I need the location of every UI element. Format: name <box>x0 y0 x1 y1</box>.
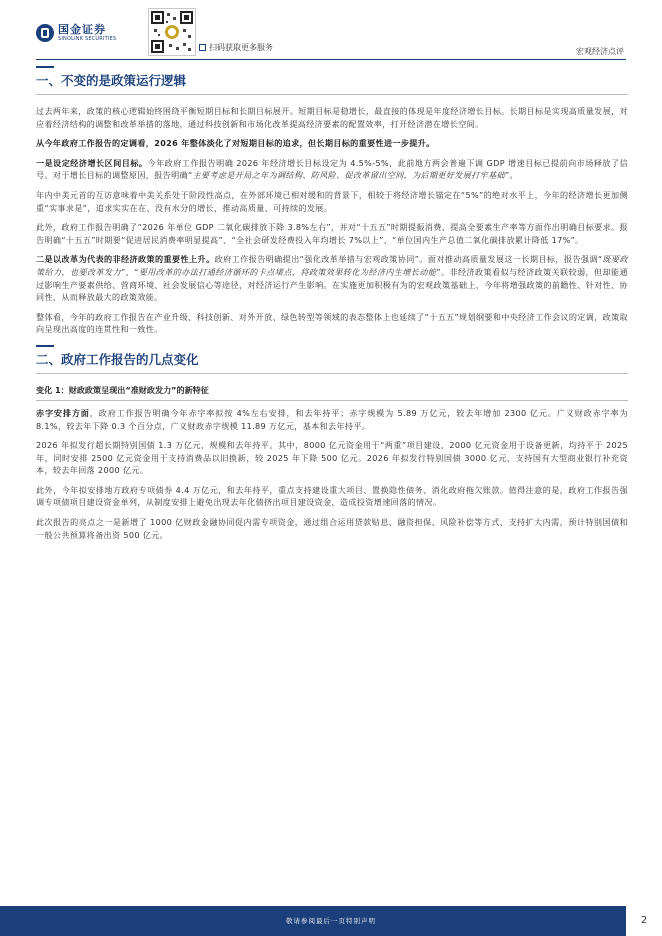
brand-logo <box>36 24 116 42</box>
paragraph: 一是设定经济增长区间目标。今年政府工作报告明确 2026 年经济增长目标设定为 4.5%-5%，此前地方两会普遍下调 GDP 增速目标已提前向市场释放了信号。对于增长目标的调整原因，报告明确“主要考虑是开局之年为调结构、防风险、促改革留出空间，为后期更好发展打牢基础”。 <box>36 157 628 181</box>
paragraph: 整体看，今年的政府工作报告在产业升级、科技创新、对外开放、绿色转型等领域的表态整体上也延续了“十五五”规划纲要和中央经济工作会议的定调，政策取向呈现出高度的连贯性和一致性。 <box>36 311 628 335</box>
scan-service-label <box>199 42 273 53</box>
disclaimer-note: 敬请参阅最后一页特别声明 <box>286 917 376 925</box>
section-heading-2-text: 二、政府工作报告的几点变化 <box>36 351 199 367</box>
report-type: 宏观经济点评 <box>576 47 624 56</box>
subsection-heading: 变化 1：财政政策呈现出“准财政发力”的新特征 <box>36 384 628 401</box>
section-heading-1 <box>36 72 628 95</box>
heading-accent <box>36 345 54 347</box>
logo-name-cn: 国金证券 <box>58 23 106 36</box>
header-divider <box>36 59 626 60</box>
page-footer <box>0 906 662 936</box>
logo-name-en: SINOLINK SECURITIES <box>58 36 117 42</box>
page-header <box>0 0 662 62</box>
qr-code-icon <box>148 8 196 56</box>
report-body <box>36 72 628 548</box>
section-heading-1-text: 一、不变的是政策运行逻辑 <box>36 73 187 88</box>
paragraph: 年内中美元首的互访意味着中美关系处于阶段性高点，在外部环境已相对缓和的背景下，相较于将经济增长锚定在“5%”的绝对水平上，今年的经济增长更加侧重“实事求是”，追求实实在在、没有水分的增长，推动高质量、可持续的发展。 <box>36 189 628 213</box>
scan-text: 扫码获取更多服务 <box>209 43 273 52</box>
paragraph: 二是以改革为代表的非经济政策的重要性上升。政府工作报告明确提出“强化改革举措与宏观政策协同”。面对推动高质量发展这一长期目标，报告强调“既要政策给力，也要改革发力”、“要用改革的办法打通经济循环的卡点堵点，将政策效果转化为经济内生增长动能”。非经济政策看似与经济政策关联较弱，但却能通过影响生产要素供给、营商环境、社会发展信心等途径，对经济运行产生影响。在实施更加积极有为的宏观政策基础上，今年将增强政策的前瞻性、针对性、协同性，从而释放最大的政策效能。 <box>36 254 628 303</box>
paragraph: 此外，今年拟安排地方政府专项债券 4.4 万亿元，和去年持平，重点支持建设重大项目、置换隐性债务、消化政府拖欠账款。值得注意的是，政府工作报告强调专项债项目建设资金单列，从制度安排上避免出现去年化债挤出项目建设资金，造成投资增速回落的情况。 <box>36 484 628 508</box>
paragraph-key-point: 从今年政府工作报告的定调看，2026 年整体淡化了对短期目标的追求，但长期目标的重要性进一步提升。 <box>36 138 435 149</box>
page-number: 2 <box>626 906 662 936</box>
heading-accent <box>36 66 54 68</box>
paragraph: 2026 年拟发行超长期特别国债 1.3 万亿元，规模和去年持平。其中，8000 亿元资金用于“两重”项目建设，2000 亿元资金用于设备更新，均持平于 2025 年，同时安排 2500 亿元资金用于支持消费品以旧换新，较 2025 年下降 500 亿元。2026 年拟发行特别国债 3000 亿元，支持国有大型商业银行补充资本，较去年回落 2000 亿元。 <box>36 440 628 476</box>
paragraph: 过去两年来，政策的核心逻辑始终围绕平衡短期目标和长期目标展开。短期目标是稳增长，最直接的体现是年度经济增长目标。长期目标是实现高质量发展，对应着经济结构的调整和改革举措的落地，通过科技创新和市场化改革提高经济要素的配置效率，打开经济潜在增长空间。 <box>36 106 628 129</box>
paragraph: 此次报告的亮点之一是新增了 1000 亿财政金融协同促内需专项资金，通过组合运用贷款贴息、融资担保、风险补偿等方式，支持扩大内需，预计特别国债和一般公共预算将备出资 500 亿元。 <box>36 517 628 540</box>
scan-icon <box>199 44 206 51</box>
paragraph: 此外，政府工作报告明确了“2026 年单位 GDP 二氧化碳排放下降 3.8%左右”，并对“十五五”时期提振消费、提高全要素生产率等方面作出明确目标要求。报告明确“十五五”时期要“促进居民消费率明显提高”、“全社会研发经费投入年均增长 7%以上”、“单位国内生产总值二氧化碳排放累计降低 17%”。 <box>36 222 628 245</box>
paragraph: 赤字安排方面，政府工作报告明确今年赤字率拟按 4%左右安排，和去年持平；赤字规模为 5.89 万亿元，较去年增加 2300 亿元。广义财政赤字率为 8.1%，较去年下降 0.3 个百分点，广义财政赤字规模 11.89 万亿元，基本和去年持平。 <box>36 407 628 431</box>
sinolink-logo-icon <box>36 24 54 42</box>
section-heading-2 <box>36 351 628 374</box>
